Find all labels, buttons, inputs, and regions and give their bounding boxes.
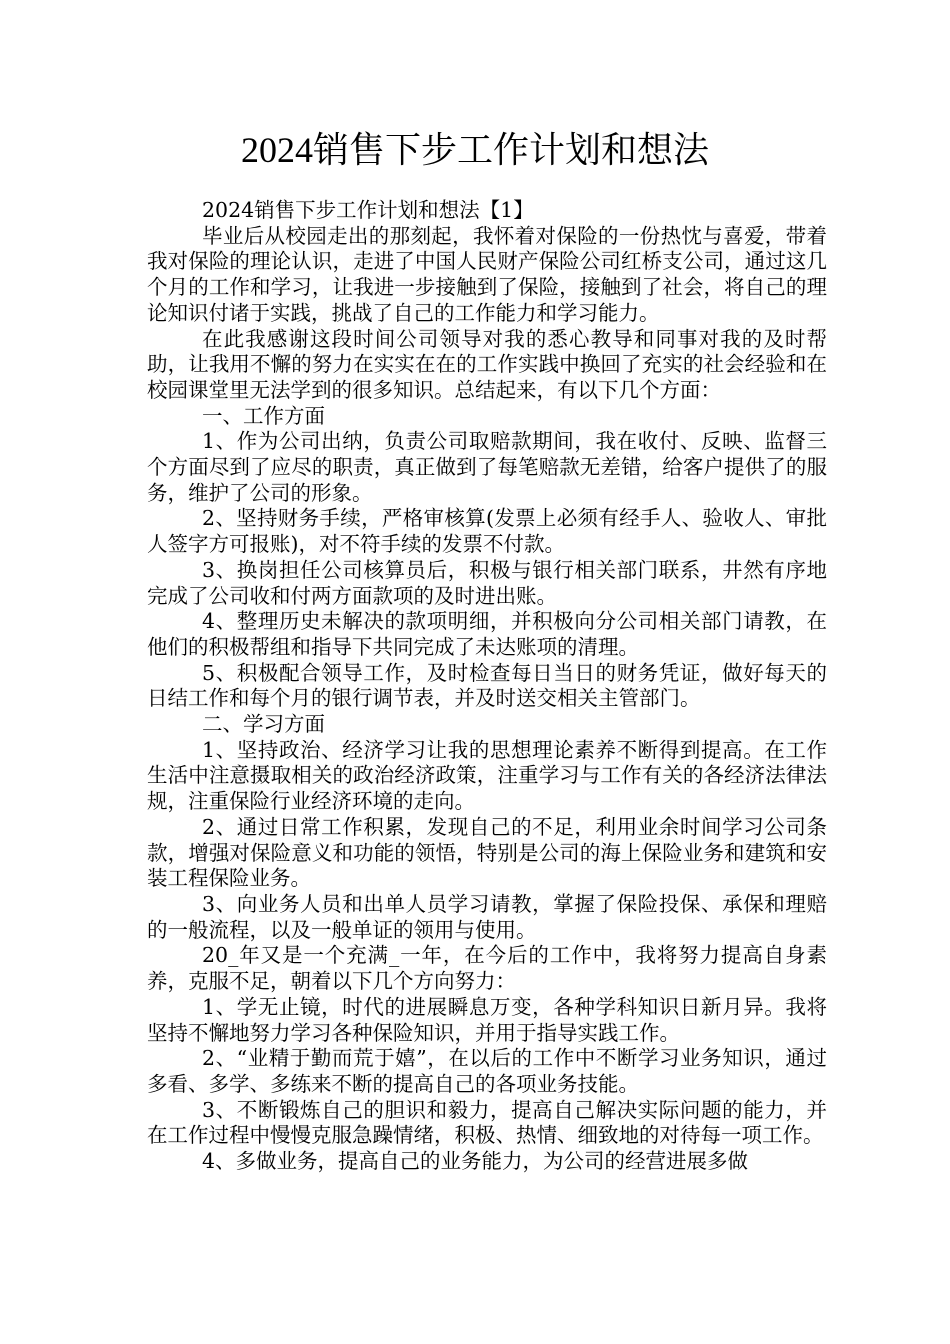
- document-title: 2024销售下步工作计划和想法: [240, 130, 709, 170]
- body-paragraph: 3、换岗担任公司核算员后，积极与银行相关部门联系，井然有序地完成了公司收和付两方面款项的及时进出账。: [147, 557, 827, 608]
- body-paragraph: 4、整理历史未解决的款项明细，并积极向分公司相关部门请教，在他们的积极帮组和指导下共同完成了未达账项的清理。: [147, 609, 827, 659]
- body-paragraph: 3、不断锻炼自己的胆识和毅力，提高自己解决实际问题的能力，并在工作过程中慢慢克服急躁情绪，积极、热情、细致地的对待每一项工作。: [147, 1097, 827, 1148]
- body-paragraph: 2、坚持财务手续，严格审核算(发票上必须有经手人、验收人、审批人签字方可报账)，对不符手续的发票不付款。: [147, 506, 827, 557]
- document-body: [147, 198, 827, 1175]
- section-heading: 二、学习方面: [202, 712, 325, 737]
- body-paragraph: 毕业后从校园走出的那刻起，我怀着对保险的一份热忱与喜爱，带着我对保险的理论认识，走进了中国人民财产保险公司红桥支公司，通过这几个月的工作和学习，让我进一步接触到了保险，接触到了社会，将自己的理论知识付诸于实践，挑战了自己的工作能力和学习能力。: [147, 223, 827, 325]
- body-paragraph: 1、作为公司出纳，负责公司取赔款期间，我在收付、反映、监督三个方面尽到了应尽的职责，真正做到了每笔赔款无差错，给客户提供了的服务，维护了公司的形象。: [147, 429, 827, 505]
- body-paragraph: 1、学无止镜，时代的进展瞬息万变，各种学科知识日新月异。我将坚持不懈地努力学习各种保险知识，并用于指导实践工作。: [147, 994, 827, 1045]
- body-paragraph: 5、积极配合领导工作，及时检查每日当日的财务凭证，做好每天的日结工作和每个月的银行调节表，并及时送交相关主管部门。: [147, 660, 827, 711]
- section-heading: 一、工作方面: [202, 403, 325, 428]
- body-paragraph: 在此我感谢这段时间公司领导对我的悉心教导和同事对我的及时帮助，让我用不懈的努力在实实在在的工作实践中换回了充实的社会经验和在校园课堂里无法学到的很多知识。总结起来，有以下几个方面：: [147, 326, 827, 402]
- body-paragraph: 3、向业务人员和出单人员学习请教，掌握了保险投保、承保和理赔的一般流程，以及一般单证的领用与使用。: [147, 891, 827, 942]
- body-paragraph: 2、通过日常工作积累，发现自己的不足，利用业余时间学习公司条款，增强对保险意义和功能的领悟，特别是公司的海上保险业务和建筑和安装工程保险业务。: [147, 814, 827, 891]
- body-paragraph: 2、“业精于勤而荒于嬉”，在以后的工作中不断学习业务知识，通过多看、多学、多练来不断的提高自己的各项业务技能。: [147, 1046, 827, 1096]
- body-paragraph: 1、坚持政治、经济学习让我的思想理论素养不断得到提高。在工作生活中注意摄取相关的政治经济政策，注重学习与工作有关的各经济法律法规，注重保险行业经济环境的走向。: [147, 737, 827, 814]
- body-paragraph: 4、多做业务，提高自己的业务能力，为公司的经营进展多做: [202, 1149, 749, 1174]
- subtitle-paragraph: 2024销售下步工作计划和想法【1】: [202, 198, 534, 222]
- body-paragraph: 20_年又是一个充满_一年，在今后的工作中，我将努力提高自身素养，克服不足，朝着以下几个方向努力：: [147, 943, 827, 994]
